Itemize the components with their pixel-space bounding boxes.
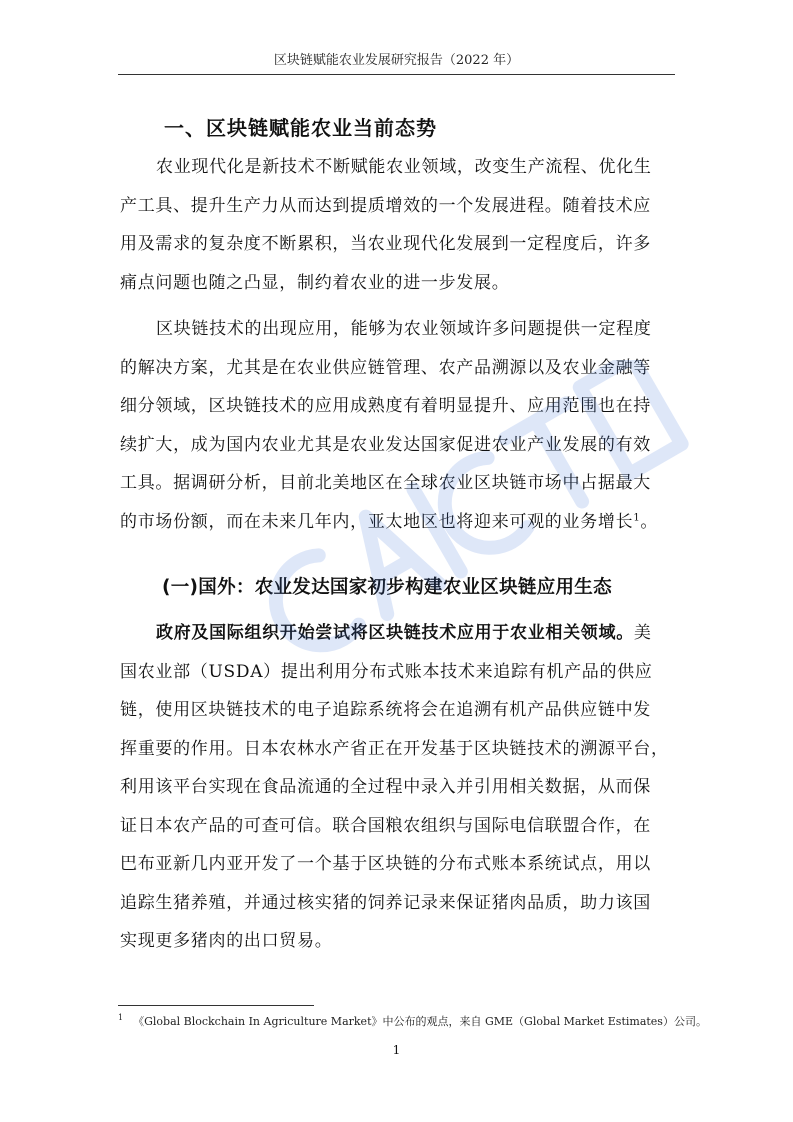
text-line: 区块链技术的出现应用，能够为农业领域许多问题提供一定程度: [156, 319, 652, 339]
text-line: 细分领域，区块链技术的应用成熟度有着明显提升、应用范围也在持: [120, 396, 651, 416]
text-fragment: 美: [633, 623, 652, 643]
paragraph-3: [120, 614, 680, 961]
text-line: 痛点问题也随之凸显，制约着农业的进一步发展。: [120, 272, 510, 293]
footnote-text: 《Global Blockchain In Agriculture Market》中公布的观点，来自 GME（Global Market Estimates）公司。: [133, 1015, 707, 1028]
running-header: 区块链赋能农业发展研究报告（2022 年）: [118, 52, 675, 75]
footnote: [118, 1013, 707, 1029]
subsection-title: (一)国外：农业发达国家初步构建农业区块链应用生态: [162, 577, 612, 598]
text-line: 挥重要的作用。日本农林水产省正在开发基于区块链技术的溯源平台，: [120, 738, 669, 759]
paragraph-2: [120, 310, 680, 541]
text-line: 用及需求的复杂度不断累积，当农业现代化发展到一定程度后，许多: [120, 234, 651, 254]
paragraph-1: [120, 148, 680, 302]
text-line: 产工具、提升生产力从而达到提质增效的一个发展进程。随着技术应: [120, 195, 651, 216]
footnote-number: 1: [118, 1013, 124, 1022]
text-line: 证日本农产品的可查可信。联合国粮农组织与国际电信联盟合作，在: [120, 815, 651, 836]
text-line: 的解决方案，尤其是在农业供应链管理、农产品溯源以及农业金融等: [120, 357, 651, 378]
text-line: 的市场份额，而在未来几年内，亚太地区也将迎来可观的业务增长: [120, 511, 634, 532]
text-line-with-footnote: 的市场份额，而在未来几年内，亚太地区也将迎来可观的业务增长$^1$。: [120, 511, 659, 532]
page-number: 1: [392, 1043, 401, 1057]
text-line-with-lead: [120, 614, 680, 653]
text-line: 实现更多猪肉的出口贸易。: [120, 931, 333, 951]
text-line: 国农业部（USDA）提出利用分布式账本技术来追踪有机产品的供应: [120, 661, 653, 682]
section-title: 一、区块链赋能农业当前态势: [164, 116, 437, 140]
text-line: 农业现代化是新技术不断赋能农业领域，改变生产流程、优化生: [156, 157, 652, 177]
text-line: 追踪生猪养殖，并通过核实猪的饲养记录来保证猪肉品质，助力该国: [120, 892, 651, 913]
footnote-separator: [118, 1005, 314, 1006]
footnote-reference[interactable]: 1: [633, 511, 641, 523]
text-line: 续扩大，成为国内农业尤其是农业发达国家促进农业产业发展的有效: [120, 434, 651, 455]
bold-lead-sentence: 政府及国际组织开始尝试将区块链技术应用于农业相关领域。: [156, 623, 634, 643]
text-line: 巴布亚新几内亚开发了一个基于区块链的分布式账本系统试点，用以: [120, 854, 651, 874]
text-line: 利用该平台实现在食品流通的全过程中录入并引用相关数据，从而保: [120, 777, 651, 797]
text-line: 工具。据调研分析，目前北美地区在全球农业区块链市场中占据最大: [120, 473, 651, 493]
text-line: 链，使用区块链技术的电子追踪系统将会在追溯有机产品供应链中发: [120, 700, 651, 720]
